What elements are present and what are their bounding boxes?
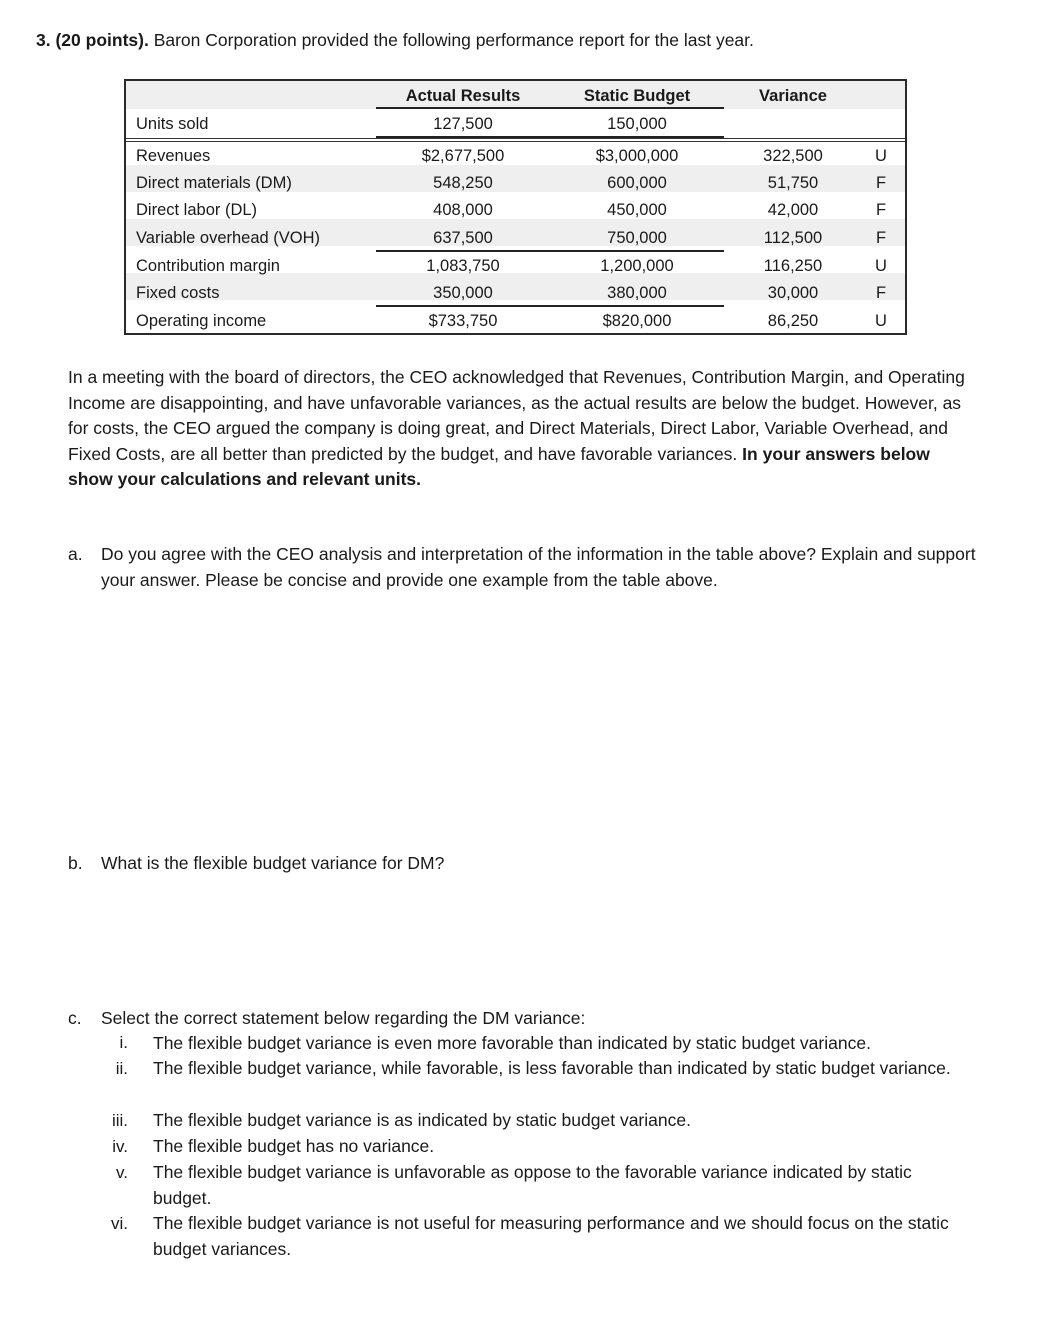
table-row-operating-income [126,308,905,335]
performance-report-table [124,79,907,335]
option-iii-text: The flexible budget variance is as indicated by static budget variance. [153,1110,691,1130]
table-row-contribution-margin [126,253,905,280]
header-static-budget: Static Budget [583,87,691,105]
part-c-marker: c. [68,1008,82,1028]
question-points: (20 points). [55,30,149,50]
revenues-label: Revenues [136,147,211,165]
voh-flag: F [875,229,887,247]
option-i-marker: i. [119,1033,128,1052]
fixed-costs-flag: F [875,284,887,302]
fixed-underline-static [550,305,724,307]
units-sold-label: Units sold [136,115,209,133]
table-row-direct-labor [126,197,905,224]
header-actual-results: Actual Results [405,87,521,105]
part-b-marker: b. [68,853,83,873]
voh-label: Variable overhead (VOH) [136,229,321,247]
operating-income-label: Operating income [136,312,267,330]
option-v-marker: v. [116,1163,128,1182]
units-double-rule [126,138,905,142]
voh-variance: 112,500 [763,229,823,247]
header-variance: Variance [759,87,827,105]
table-row-fixed-costs [126,280,905,307]
dl-static: 450,000 [607,201,667,219]
table-row-units-sold [126,111,905,138]
option-v-text: The flexible budget variance is unfavorable as oppose to the favorable variance indicated by static budget. [153,1162,912,1208]
dm-static: 600,000 [607,174,667,192]
paragraph-instruction: In your answers below show your calculations and relevant units. [68,443,930,489]
cm-variance: 116,250 [763,257,823,275]
revenues-variance: 322,500 [763,147,823,165]
dl-variance: 42,000 [767,201,819,219]
option-vi-marker: vi. [111,1214,128,1233]
part-b-question: What is the flexible budget variance for DM? [101,853,445,873]
fixed-costs-variance: 30,000 [767,284,819,302]
voh-underline-static [550,250,724,252]
voh-underline-actual [376,250,550,252]
cm-static: 1,200,000 [600,257,674,275]
operating-income-flag: U [875,312,887,330]
operating-income-variance: 86,250 [767,312,819,330]
option-vi-text: The flexible budget variance is not useful for measuring performance and we should focus on the static budget variances. [153,1213,949,1259]
option-iii-marker: iii. [111,1111,128,1130]
header-underline-static [550,107,724,109]
operating-income-static: $820,000 [602,312,672,330]
dl-flag: F [875,201,887,219]
question-number: 3. [36,30,51,50]
fixed-costs-label: Fixed costs [136,284,220,302]
units-sold-actual: 127,500 [433,115,493,133]
option-ii-text: The flexible budget variance, while favorable, is less favorable than indicated by static budget variance. [153,1058,951,1078]
dm-actual: 548,250 [433,174,493,192]
table-row-revenues [126,143,905,170]
operating-income-actual: $733,750 [428,312,498,330]
dl-actual: 408,000 [433,201,493,219]
part-a-question: Do you agree with the CEO analysis and interpretation of the information in the table above? Explain and support your answer. Please be concise and provide one example from the table above. [101,544,976,590]
paragraph-body: In a meeting with the board of directors, the CEO acknowledged that Revenues, Contribution Margin, and Operating Income are disappointing, and have unfavorable variances, as the actual results are below the budget. However, as for costs, the CEO argued the company is doing great, and Direct Materials, Direct Labor, Variable Overhead, and Fixed Costs, are all better than predicted by the budget, and have favorable variances. [68,367,965,464]
dm-variance: 51,750 [767,174,819,192]
revenues-actual: $2,677,500 [421,147,505,165]
cm-flag: U [875,257,887,275]
fixed-costs-static: 380,000 [607,284,667,302]
dm-flag: F [875,174,887,192]
fixed-costs-actual: 350,000 [433,284,493,302]
part-a-marker: a. [68,544,83,564]
fixed-underline-actual [376,305,550,307]
revenues-static: $3,000,000 [595,147,679,165]
table-row-direct-materials [126,170,905,197]
header-underline-actual [376,107,550,109]
units-sold-static: 150,000 [607,115,667,133]
question-heading [36,30,754,51]
voh-actual: 637,500 [433,229,493,247]
cm-label: Contribution margin [136,257,280,275]
option-ii-marker: ii. [115,1059,128,1078]
dl-label: Direct labor (DL) [136,201,258,219]
cm-actual: 1,083,750 [426,257,500,275]
ceo-meeting-paragraph [68,365,968,493]
revenues-flag: U [875,147,887,165]
table-row-variable-overhead [126,225,905,252]
part-c-question: Select the correct statement below regarding the DM variance: [101,1008,586,1028]
option-i-text: The flexible budget variance is even more favorable than indicated by static budget variance. [153,1033,871,1053]
question-intro: Baron Corporation provided the following performance report for the last year. [153,30,754,50]
dm-label: Direct materials (DM) [136,174,292,192]
option-iv-text: The flexible budget has no variance. [153,1136,435,1156]
voh-static: 750,000 [607,229,667,247]
option-iv-marker: iv. [112,1137,128,1156]
